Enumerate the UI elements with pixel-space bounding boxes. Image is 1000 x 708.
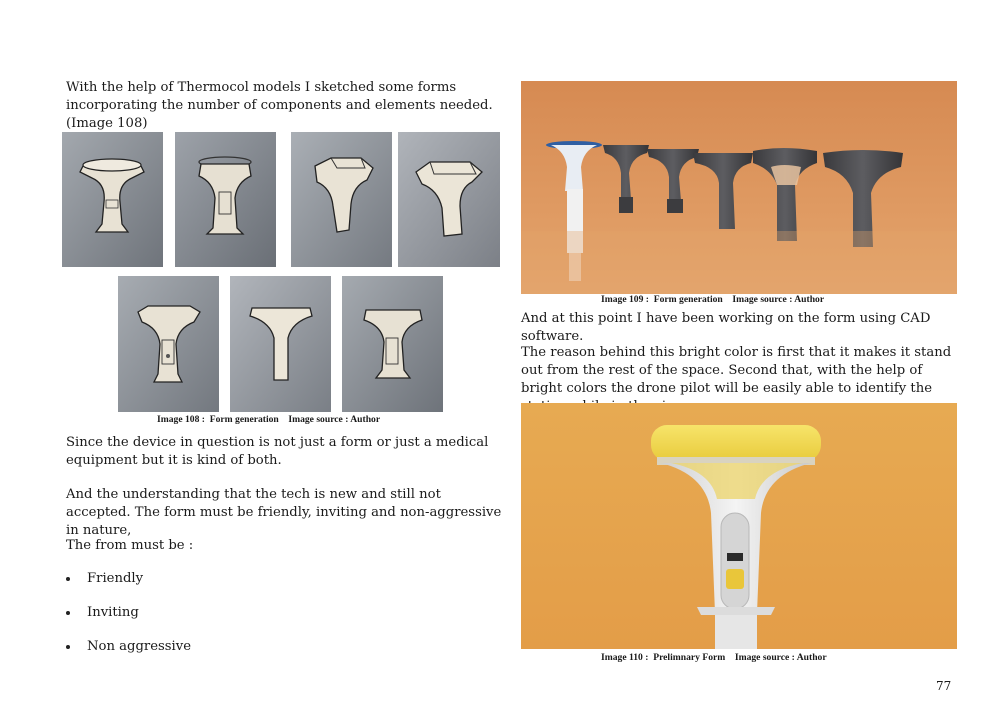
intro-paragraph: With the help of Thermocol models I sketched some forms incorporating the number of components and elements needed. (Image 108) — [66, 80, 493, 131]
page-number: 77 — [936, 679, 952, 693]
sketch-photo-4 — [398, 132, 500, 267]
image-110-caption: Image 110 : Prelimnary Form Image source : Author — [601, 652, 827, 663]
sketch-photo-5 — [118, 276, 219, 412]
paragraph-cad: And at this point I have been working on the form using CAD software. — [521, 311, 931, 344]
image-109-caption: Image 109 : Form generation Image source : Author — [601, 294, 825, 305]
bullet-icon — [66, 645, 70, 649]
render-image-109 — [521, 81, 957, 294]
image-108-caption: Image 108 : Form generation Image source : Author — [157, 414, 381, 425]
sketch-photo-1 — [62, 132, 163, 267]
list-heading: The from must be : — [66, 538, 194, 553]
paragraph-device: Since the device in question is not just a form or just a medical equipment but it is kind of both. — [66, 435, 489, 468]
paragraph-bright-color: The reason behind this bright color is first that it makes it stand out from the rest of the space. Second that, with the help of bright colors the drone pilot will be easily able to identify the — [521, 345, 952, 396]
paragraph-tech: And the understanding that the tech is new and still not accepted. The form must be friendly, inviting and non-aggressive in nature, — [66, 487, 502, 538]
sketch-photo-7 — [342, 276, 443, 412]
sketch-photo-6 — [230, 276, 331, 412]
requirements-list — [66, 570, 366, 672]
list-item: Friendly — [66, 570, 366, 604]
bullet-icon — [66, 611, 70, 615]
sketch-photo-2 — [175, 132, 276, 267]
render-image-110 — [521, 403, 957, 649]
bullet-icon — [66, 577, 70, 581]
list-item: Inviting — [66, 604, 366, 638]
list-item: Non aggressive — [66, 638, 366, 672]
sketch-photo-3 — [291, 132, 392, 267]
